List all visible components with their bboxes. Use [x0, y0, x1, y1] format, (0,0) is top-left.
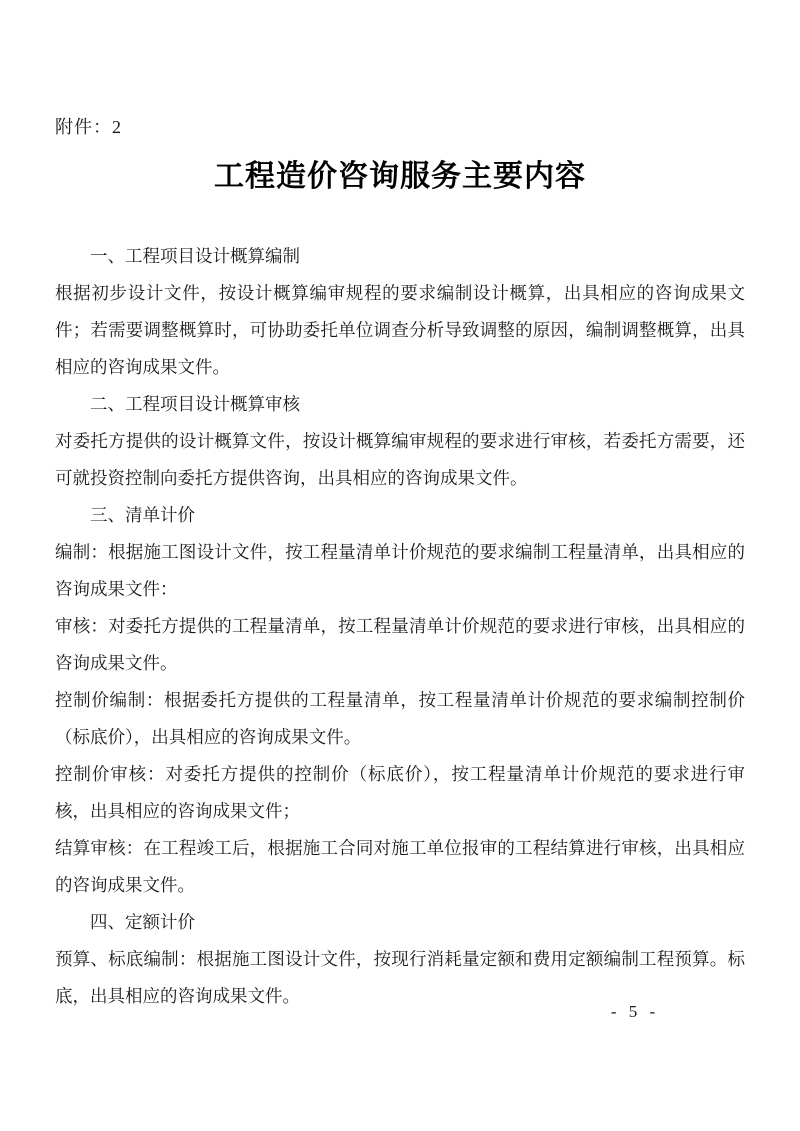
body-paragraph: 控制价审核：对委托方提供的控制价（标底价），按工程量清单计价规范的要求进行审核，出具相应的咨询成果文件； — [55, 764, 745, 821]
body-paragraph: 编制：根据施工图设计文件，按工程量清单计价规范的要求编制工程量清单，出具相应的咨询成果文件： — [55, 542, 745, 599]
document-title: 工程造价咨询服务主要内容 — [214, 160, 586, 193]
body-paragraph: 对委托方提供的设计概算文件，按设计概算编审规程的要求进行审核，若委托方需要，还可就投资控制向委托方提供咨询，出具相应的咨询成果文件。 — [55, 431, 745, 488]
section-heading-3: 三、清单计价 — [90, 505, 195, 525]
section-heading-1: 一、工程项目设计概算编制 — [90, 246, 300, 266]
attachment-label: 附件：2 — [55, 117, 122, 137]
body-paragraph: 预算、标底编制：根据施工图设计文件，按现行消耗量定额和费用定额编制工程预算。标底，出具相应的咨询成果文件。 — [55, 949, 745, 1006]
section-heading-4: 四、定额计价 — [90, 912, 195, 932]
body-paragraph: 控制价编制：根据委托方提供的工程量清单，按工程量清单计价规范的要求编制控制价（标底价），出具相应的咨询成果文件。 — [55, 690, 745, 747]
body-paragraph: 审核：对委托方提供的工程量清单，按工程量清单计价规范的要求进行审核，出具相应的咨询成果文件。 — [55, 616, 745, 673]
page-number: - 5 - — [610, 1002, 660, 1021]
section-heading-2: 二、工程项目设计概算审核 — [90, 394, 300, 414]
body-paragraph: 结算审核：在工程竣工后，根据施工合同对施工单位报审的工程结算进行审核，出具相应的咨询成果文件。 — [55, 838, 745, 895]
document-body — [55, 238, 745, 1015]
document-content — [55, 114, 745, 1015]
body-paragraph: 根据初步设计文件，按设计概算编审规程的要求编制设计概算，出具相应的咨询成果文件；若需要调整概算时，可协助委托单位调查分析导致调整的原因，编制调整概算，出具相应的咨询成果文件。 — [55, 283, 745, 377]
